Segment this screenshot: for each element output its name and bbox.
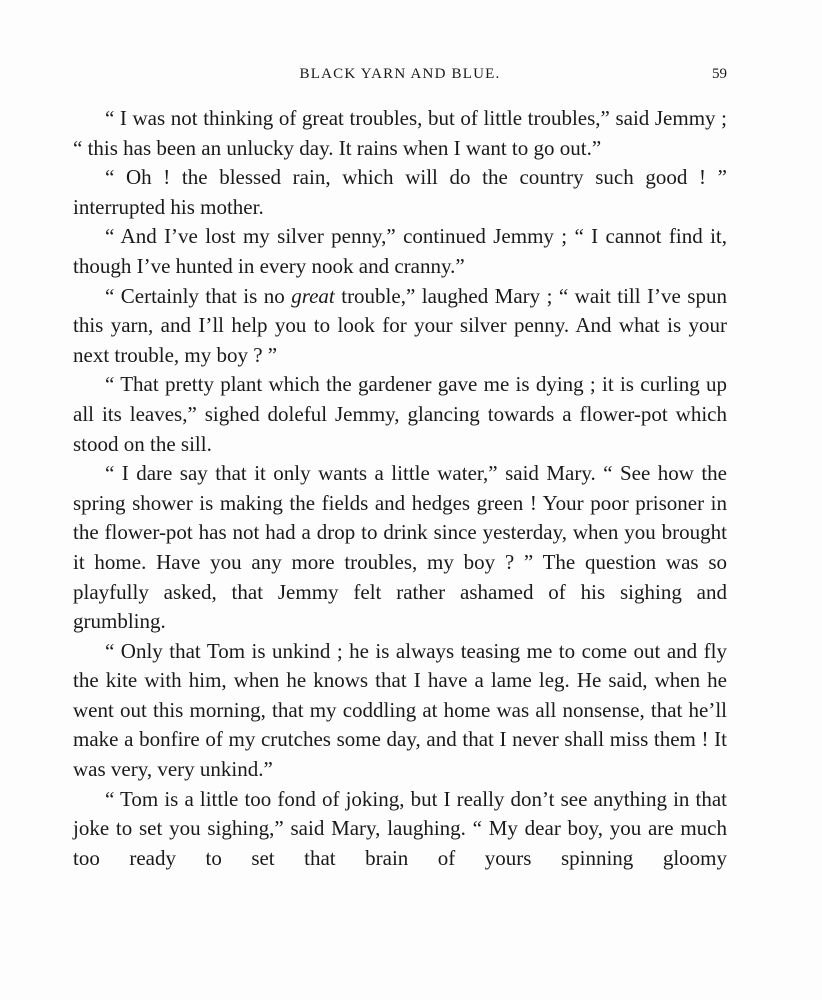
paragraph-7: “ Only that Tom is unkind ; he is always teasing me to come out and fly the kite with him, when he knows that I have a lame leg. He said, when he went out this morning, that my coddling at home was all nonsense, that he’ll make a bonfire of my crutches some day, and that I never shall miss them ! It was very, very unkind.”	[73, 638, 727, 782]
paragraph-5: “ That pretty plant which the gardener gave me is dying ; it is curling up all its leaves,” sighed doleful Jemmy, glancing towards a flower-pot which stood on the sill.	[73, 372, 727, 456]
page-number: 59	[712, 66, 727, 82]
paragraph-4-after: trouble,” laughed Mary ; “ wait till I’ve spun this yarn, and I’ll help you to look for your silver penny. And what is your next trouble, my boy ? ”	[73, 283, 727, 367]
paragraph-4-before: “ Certainly that is no	[105, 283, 292, 308]
running-title: BLACK YARN AND BLUE.	[299, 66, 501, 82]
paragraph-1: “ I was not thinking of great troubles, but of little troubles,” said Jemmy ; “ this has been an unlucky day. It rains when I want to go out.”	[73, 106, 727, 160]
paragraph-2: “ Oh ! the blessed rain, which will do the country such good ! ” interrupted his mother.	[73, 165, 727, 219]
paragraph-8: “ Tom is a little too fond of joking, but I really don’t see anything in that joke to set you sighing,” said Mary, laughing. “ My dear boy, you are much too ready to set that brain of yours spinning gloomy	[73, 786, 727, 870]
running-head	[73, 66, 727, 90]
paragraph-6: “ I dare say that it only wants a little water,” said Mary. “ See how the spring shower is making the fields and hedges green ! Your poor prisoner in the flower-pot has not had a drop to drink since yesterday, when you brought it home. Have you any more troubles, my boy ? ” The question was so playfully asked, that Jemmy felt rather ashamed of his sighing and grumbling.	[73, 461, 727, 634]
paragraph-3: “ And I’ve lost my silver penny,” continued Jemmy ; “ I cannot find it, though I’ve hunted in every nook and cranny.”	[73, 224, 727, 278]
paragraph-4	[73, 282, 727, 371]
paragraph-4-emphasis: great	[291, 283, 335, 308]
body-text	[73, 104, 727, 873]
